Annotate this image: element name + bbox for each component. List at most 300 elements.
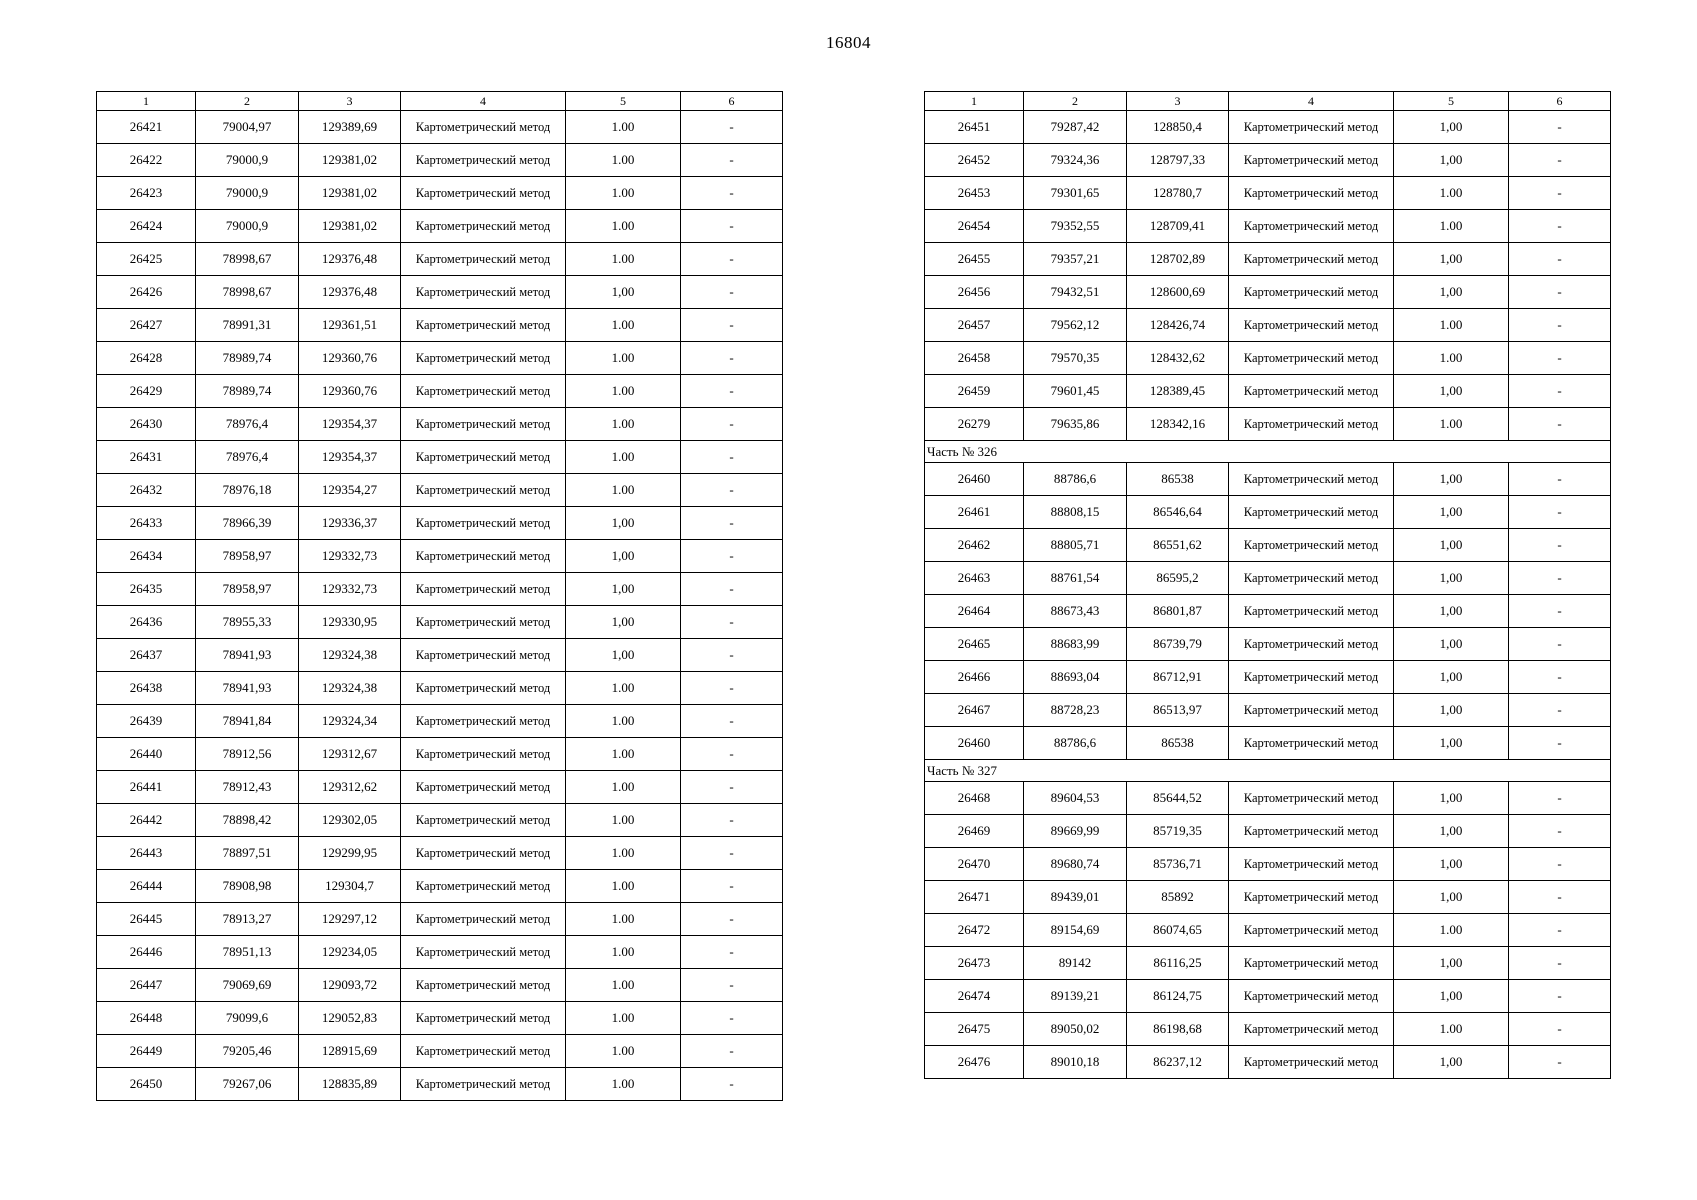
cell-desc: -	[681, 276, 783, 309]
cell-n: 26454	[925, 210, 1024, 243]
cell-desc: -	[681, 705, 783, 738]
cell-y: 86739,79	[1127, 628, 1229, 661]
cell-y: 129324,38	[299, 639, 401, 672]
cell-n: 26455	[925, 243, 1024, 276]
cell-y: 86237,12	[1127, 1046, 1229, 1079]
cell-desc: -	[1509, 111, 1611, 144]
cell-x: 78897,51	[196, 837, 299, 870]
column-header: 2	[1024, 92, 1127, 111]
cell-y: 128850,4	[1127, 111, 1229, 144]
cell-acc: 1,00	[1394, 463, 1509, 496]
cell-y: 129052,83	[299, 1002, 401, 1035]
cell-n: 26422	[97, 144, 196, 177]
table-row	[97, 540, 783, 573]
cell-y: 128432,62	[1127, 342, 1229, 375]
cell-acc: 1.00	[566, 705, 681, 738]
cell-n: 26459	[925, 375, 1024, 408]
cell-desc: -	[681, 474, 783, 507]
cell-x: 78998,67	[196, 276, 299, 309]
cell-n: 26469	[925, 815, 1024, 848]
cell-acc: 1.00	[566, 210, 681, 243]
cell-method: Картометрический метод	[401, 573, 566, 606]
cell-y: 86538	[1127, 463, 1229, 496]
cell-x: 79205,46	[196, 1035, 299, 1068]
cell-desc: -	[681, 144, 783, 177]
part-heading-row	[925, 441, 1611, 463]
cell-method: Картометрический метод	[1229, 243, 1394, 276]
cell-acc: 1,00	[566, 540, 681, 573]
cell-acc: 1.00	[566, 243, 681, 276]
cell-n: 26449	[97, 1035, 196, 1068]
table-row	[97, 837, 783, 870]
cell-acc: 1,00	[1394, 815, 1509, 848]
cell-acc: 1,00	[1394, 375, 1509, 408]
cell-x: 79099,6	[196, 1002, 299, 1035]
cell-y: 128915,69	[299, 1035, 401, 1068]
cell-n: 26476	[925, 1046, 1024, 1079]
cell-y: 86551,62	[1127, 529, 1229, 562]
cell-method: Картометрический метод	[401, 210, 566, 243]
cell-acc: 1.00	[1394, 210, 1509, 243]
table-row	[97, 210, 783, 243]
table-row	[925, 782, 1611, 815]
cell-desc: -	[1509, 210, 1611, 243]
cell-y: 85719,35	[1127, 815, 1229, 848]
table-row	[97, 243, 783, 276]
cell-desc: -	[681, 639, 783, 672]
cell-acc: 1,00	[566, 573, 681, 606]
cell-x: 89680,74	[1024, 848, 1127, 881]
cell-y: 129381,02	[299, 210, 401, 243]
cell-method: Картометрический метод	[401, 1035, 566, 1068]
cell-x: 79000,9	[196, 177, 299, 210]
cell-desc: -	[1509, 914, 1611, 947]
cell-desc: -	[681, 1068, 783, 1101]
cell-method: Картометрический метод	[1229, 815, 1394, 848]
cell-method: Картометрический метод	[401, 705, 566, 738]
cell-method: Картометрический метод	[401, 441, 566, 474]
cell-y: 86595,2	[1127, 562, 1229, 595]
part-heading: Часть № 326	[925, 441, 1611, 463]
table-row	[925, 496, 1611, 529]
cell-desc: -	[681, 1035, 783, 1068]
cell-n: 26456	[925, 276, 1024, 309]
cell-n: 26452	[925, 144, 1024, 177]
cell-method: Картометрический метод	[1229, 947, 1394, 980]
cell-desc: -	[1509, 375, 1611, 408]
table-row	[925, 1013, 1611, 1046]
cell-n: 26467	[925, 694, 1024, 727]
column-header: 6	[1509, 92, 1611, 111]
cell-acc: 1,00	[1394, 111, 1509, 144]
cell-method: Картометрический метод	[1229, 529, 1394, 562]
cell-method: Картометрический метод	[401, 606, 566, 639]
cell-x: 78955,33	[196, 606, 299, 639]
table-row	[925, 111, 1611, 144]
cell-acc: 1,00	[1394, 628, 1509, 661]
cell-y: 129304,7	[299, 870, 401, 903]
cell-y: 129332,73	[299, 573, 401, 606]
cell-acc: 1,00	[1394, 881, 1509, 914]
cell-desc: -	[681, 309, 783, 342]
table-row	[925, 1046, 1611, 1079]
cell-desc: -	[1509, 848, 1611, 881]
table-row	[97, 1002, 783, 1035]
cell-desc: -	[681, 408, 783, 441]
cell-y: 128702,89	[1127, 243, 1229, 276]
table-row	[97, 342, 783, 375]
part-heading: Часть № 327	[925, 760, 1611, 782]
cell-method: Картометрический метод	[1229, 210, 1394, 243]
cell-x: 88683,99	[1024, 628, 1127, 661]
cell-desc: -	[1509, 881, 1611, 914]
cell-desc: -	[681, 243, 783, 276]
cell-method: Картометрический метод	[401, 804, 566, 837]
cell-x: 79570,35	[1024, 342, 1127, 375]
cell-y: 129376,48	[299, 243, 401, 276]
header-row	[925, 92, 1611, 111]
cell-y: 129299,95	[299, 837, 401, 870]
table-row	[97, 111, 783, 144]
table-row	[925, 463, 1611, 496]
table-row	[925, 342, 1611, 375]
cell-y: 129354,37	[299, 408, 401, 441]
table-row	[97, 441, 783, 474]
cell-y: 129360,76	[299, 342, 401, 375]
cell-n: 26446	[97, 936, 196, 969]
cell-acc: 1.00	[566, 474, 681, 507]
cell-desc: -	[1509, 782, 1611, 815]
cell-y: 129354,37	[299, 441, 401, 474]
cell-method: Картометрический метод	[401, 375, 566, 408]
cell-x: 79635,86	[1024, 408, 1127, 441]
cell-n: 26460	[925, 463, 1024, 496]
cell-desc: -	[681, 738, 783, 771]
table-row	[925, 276, 1611, 309]
table-row	[97, 474, 783, 507]
cell-desc: -	[681, 804, 783, 837]
cell-y: 86538	[1127, 727, 1229, 760]
cell-method: Картометрический метод	[1229, 595, 1394, 628]
cell-acc: 1.00	[566, 1002, 681, 1035]
cell-n: 26434	[97, 540, 196, 573]
cell-y: 128426,74	[1127, 309, 1229, 342]
cell-desc: -	[681, 1002, 783, 1035]
cell-acc: 1.00	[566, 936, 681, 969]
cell-x: 78966,39	[196, 507, 299, 540]
cell-desc: -	[1509, 562, 1611, 595]
coordinates-table-right	[924, 91, 1611, 1079]
cell-desc: -	[681, 111, 783, 144]
cell-desc: -	[681, 375, 783, 408]
column-header: 1	[97, 92, 196, 111]
cell-x: 78898,42	[196, 804, 299, 837]
table-row	[97, 738, 783, 771]
cell-method: Картометрический метод	[1229, 1046, 1394, 1079]
cell-x: 79562,12	[1024, 309, 1127, 342]
cell-y: 86124,75	[1127, 980, 1229, 1013]
cell-n: 26424	[97, 210, 196, 243]
table-row	[925, 309, 1611, 342]
cell-y: 129312,62	[299, 771, 401, 804]
cell-desc: -	[681, 606, 783, 639]
table-row	[925, 375, 1611, 408]
cell-desc: -	[1509, 815, 1611, 848]
cell-method: Картометрический метод	[1229, 177, 1394, 210]
cell-y: 129234,05	[299, 936, 401, 969]
cell-acc: 1.00	[566, 309, 681, 342]
cell-n: 26450	[97, 1068, 196, 1101]
column-header: 4	[1229, 92, 1394, 111]
table-row	[925, 815, 1611, 848]
cell-desc: -	[1509, 1046, 1611, 1079]
cell-acc: 1,00	[1394, 980, 1509, 1013]
cell-n: 26453	[925, 177, 1024, 210]
cell-desc: -	[681, 507, 783, 540]
cell-acc: 1.00	[566, 1035, 681, 1068]
part-heading-row	[925, 760, 1611, 782]
cell-n: 26426	[97, 276, 196, 309]
cell-y: 129361,51	[299, 309, 401, 342]
cell-x: 79601,45	[1024, 375, 1127, 408]
cell-x: 88728,23	[1024, 694, 1127, 727]
cell-n: 26279	[925, 408, 1024, 441]
cell-n: 26442	[97, 804, 196, 837]
cell-n: 26465	[925, 628, 1024, 661]
column-header: 6	[681, 92, 783, 111]
cell-n: 26423	[97, 177, 196, 210]
cell-method: Картометрический метод	[401, 1068, 566, 1101]
table-row	[925, 980, 1611, 1013]
table-row	[925, 144, 1611, 177]
table-row	[925, 727, 1611, 760]
cell-x: 89142	[1024, 947, 1127, 980]
table-row	[925, 595, 1611, 628]
cell-n: 26421	[97, 111, 196, 144]
cell-desc: -	[1509, 463, 1611, 496]
cell-n: 26444	[97, 870, 196, 903]
cell-y: 129376,48	[299, 276, 401, 309]
cell-desc: -	[1509, 408, 1611, 441]
cell-n: 26458	[925, 342, 1024, 375]
cell-acc: 1.00	[566, 870, 681, 903]
column-header: 3	[1127, 92, 1229, 111]
cell-y: 129354,27	[299, 474, 401, 507]
cell-y: 128780,7	[1127, 177, 1229, 210]
cell-x: 89050,02	[1024, 1013, 1127, 1046]
cell-x: 78976,4	[196, 408, 299, 441]
cell-method: Картометрический метод	[401, 243, 566, 276]
cell-method: Картометрический метод	[1229, 881, 1394, 914]
cell-desc: -	[681, 573, 783, 606]
cell-desc: -	[1509, 496, 1611, 529]
cell-y: 128600,69	[1127, 276, 1229, 309]
cell-desc: -	[681, 672, 783, 705]
table-row	[925, 694, 1611, 727]
cell-y: 86801,87	[1127, 595, 1229, 628]
cell-acc: 1.00	[566, 771, 681, 804]
cell-acc: 1,00	[566, 639, 681, 672]
cell-desc: -	[1509, 595, 1611, 628]
cell-y: 86712,91	[1127, 661, 1229, 694]
cell-method: Картометрический метод	[1229, 309, 1394, 342]
cell-n: 26472	[925, 914, 1024, 947]
cell-desc: -	[1509, 727, 1611, 760]
cell-acc: 1.00	[566, 903, 681, 936]
cell-x: 78976,18	[196, 474, 299, 507]
table-row	[925, 947, 1611, 980]
table-row	[97, 639, 783, 672]
cell-acc: 1,00	[566, 507, 681, 540]
cell-x: 79069,69	[196, 969, 299, 1002]
table-row	[925, 628, 1611, 661]
coordinates-table-left	[96, 91, 783, 1101]
cell-x: 88786,6	[1024, 727, 1127, 760]
column-header: 3	[299, 92, 401, 111]
cell-method: Картометрический метод	[1229, 375, 1394, 408]
cell-acc: 1.00	[566, 408, 681, 441]
cell-x: 88786,6	[1024, 463, 1127, 496]
cell-acc: 1.00	[566, 177, 681, 210]
cell-n: 26443	[97, 837, 196, 870]
table-row	[97, 507, 783, 540]
cell-x: 89669,99	[1024, 815, 1127, 848]
cell-x: 79324,36	[1024, 144, 1127, 177]
cell-desc: -	[681, 210, 783, 243]
cell-method: Картометрический метод	[401, 936, 566, 969]
cell-acc: 1.00	[566, 441, 681, 474]
cell-y: 129312,67	[299, 738, 401, 771]
cell-n: 26440	[97, 738, 196, 771]
cell-n: 26468	[925, 782, 1024, 815]
cell-x: 89439,01	[1024, 881, 1127, 914]
table-row	[97, 804, 783, 837]
cell-acc: 1.00	[1394, 914, 1509, 947]
cell-x: 79357,21	[1024, 243, 1127, 276]
cell-method: Картометрический метод	[1229, 144, 1394, 177]
cell-acc: 1.00	[566, 342, 681, 375]
column-header: 5	[1394, 92, 1509, 111]
cell-acc: 1,00	[1394, 595, 1509, 628]
cell-n: 26436	[97, 606, 196, 639]
cell-n: 26445	[97, 903, 196, 936]
cell-y: 129336,37	[299, 507, 401, 540]
cell-method: Картометрический метод	[401, 672, 566, 705]
cell-method: Картометрический метод	[1229, 496, 1394, 529]
cell-method: Картометрический метод	[1229, 342, 1394, 375]
table-row	[97, 936, 783, 969]
cell-method: Картометрический метод	[401, 144, 566, 177]
cell-desc: -	[681, 837, 783, 870]
table-row	[97, 870, 783, 903]
table-row	[97, 1068, 783, 1101]
cell-n: 26448	[97, 1002, 196, 1035]
cell-x: 79352,55	[1024, 210, 1127, 243]
cell-desc: -	[681, 969, 783, 1002]
cell-x: 88808,15	[1024, 496, 1127, 529]
cell-acc: 1,00	[1394, 694, 1509, 727]
cell-method: Картометрический метод	[1229, 727, 1394, 760]
cell-x: 79267,06	[196, 1068, 299, 1101]
cell-y: 86074,65	[1127, 914, 1229, 947]
cell-x: 78908,98	[196, 870, 299, 903]
table-row	[925, 243, 1611, 276]
table-row	[925, 914, 1611, 947]
cell-method: Картометрический метод	[401, 507, 566, 540]
cell-y: 86116,25	[1127, 947, 1229, 980]
table-row	[925, 562, 1611, 595]
cell-method: Картометрический метод	[1229, 408, 1394, 441]
cell-y: 129302,05	[299, 804, 401, 837]
cell-y: 86546,64	[1127, 496, 1229, 529]
cell-x: 88761,54	[1024, 562, 1127, 595]
cell-n: 26428	[97, 342, 196, 375]
cell-n: 26475	[925, 1013, 1024, 1046]
cell-desc: -	[681, 177, 783, 210]
cell-method: Картометрический метод	[401, 309, 566, 342]
cell-y: 85736,71	[1127, 848, 1229, 881]
cell-method: Картометрический метод	[401, 177, 566, 210]
cell-n: 26462	[925, 529, 1024, 562]
cell-n: 26461	[925, 496, 1024, 529]
cell-acc: 1,00	[1394, 782, 1509, 815]
cell-method: Картометрический метод	[401, 969, 566, 1002]
cell-y: 129324,38	[299, 672, 401, 705]
cell-y: 129381,02	[299, 144, 401, 177]
cell-n: 26430	[97, 408, 196, 441]
table-row	[97, 771, 783, 804]
cell-acc: 1,00	[566, 606, 681, 639]
cell-method: Картометрический метод	[401, 870, 566, 903]
cell-method: Картометрический метод	[1229, 694, 1394, 727]
table-row	[97, 672, 783, 705]
cell-n: 26427	[97, 309, 196, 342]
cell-method: Картометрический метод	[1229, 661, 1394, 694]
cell-y: 129324,34	[299, 705, 401, 738]
column-header: 4	[401, 92, 566, 111]
cell-n: 26447	[97, 969, 196, 1002]
cell-acc: 1,00	[1394, 947, 1509, 980]
table-row	[925, 177, 1611, 210]
cell-desc: -	[1509, 342, 1611, 375]
table-row	[97, 606, 783, 639]
table-row	[97, 1035, 783, 1068]
cell-x: 89154,69	[1024, 914, 1127, 947]
cell-method: Картометрический метод	[401, 903, 566, 936]
cell-method: Картометрический метод	[1229, 848, 1394, 881]
cell-method: Картометрический метод	[1229, 628, 1394, 661]
cell-method: Картометрический метод	[401, 540, 566, 573]
cell-acc: 1,00	[1394, 529, 1509, 562]
cell-desc: -	[681, 540, 783, 573]
cell-n: 26460	[925, 727, 1024, 760]
cell-n: 26433	[97, 507, 196, 540]
cell-y: 128835,89	[299, 1068, 401, 1101]
cell-n: 26438	[97, 672, 196, 705]
cell-acc: 1.00	[566, 837, 681, 870]
cell-method: Картометрический метод	[401, 1002, 566, 1035]
cell-acc: 1.00	[566, 1068, 681, 1101]
cell-desc: -	[1509, 661, 1611, 694]
cell-acc: 1,00	[1394, 848, 1509, 881]
cell-acc: 1.00	[1394, 342, 1509, 375]
cell-n: 26432	[97, 474, 196, 507]
cell-x: 78989,74	[196, 342, 299, 375]
cell-x: 79301,65	[1024, 177, 1127, 210]
cell-method: Картометрический метод	[1229, 463, 1394, 496]
table-row	[97, 177, 783, 210]
cell-desc: -	[681, 342, 783, 375]
